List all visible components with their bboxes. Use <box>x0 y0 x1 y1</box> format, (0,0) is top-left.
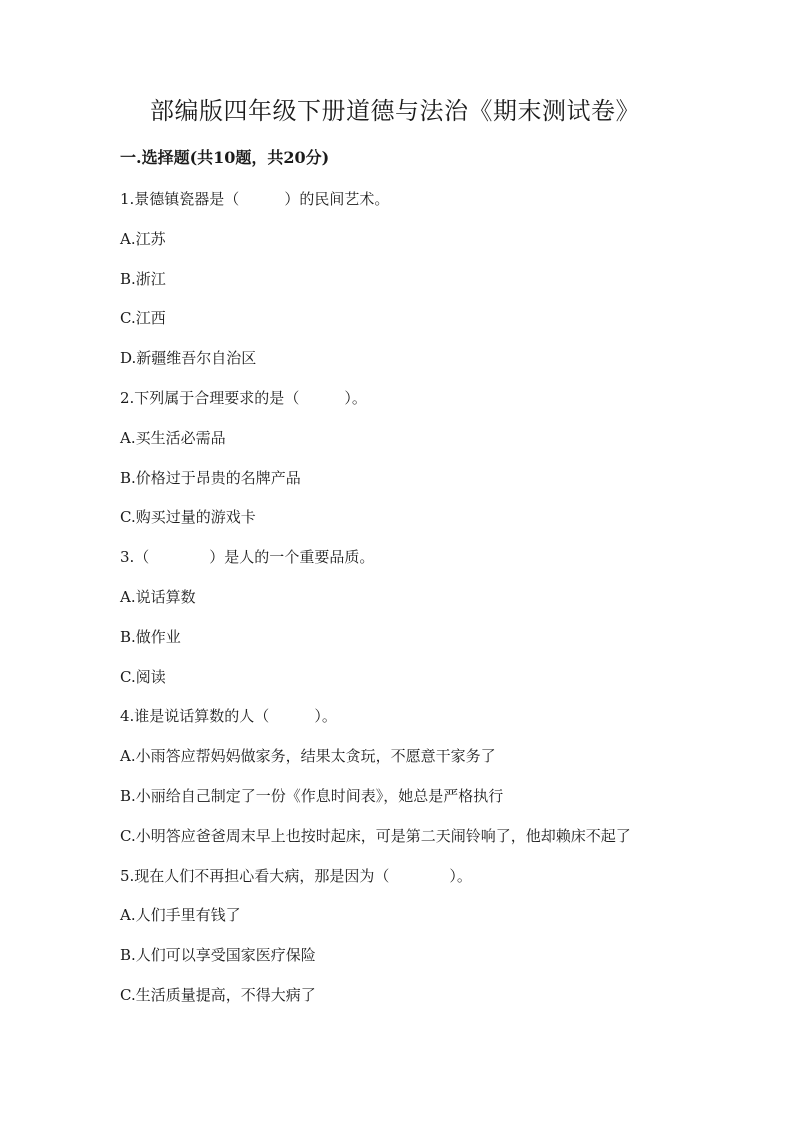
option-b: B.做作业 <box>120 627 181 646</box>
option-c: C.购买过量的游戏卡 <box>120 508 256 527</box>
option-b: B.小丽给自己制定了一份《作息时间表》，她总是严格执行 <box>120 786 504 805</box>
option-c: C.小明答应爸爸周末早上也按时起床，可是第二天闹铃响了，他却赖床不起了 <box>120 826 631 845</box>
question-4 <box>120 706 680 845</box>
option-a: A.说话算数 <box>120 587 196 606</box>
question-stem: 4.谁是说话算数的人（ ）。 <box>120 707 337 726</box>
option-c: C.江西 <box>120 309 166 328</box>
question-5 <box>120 866 680 1005</box>
question-stem: 5.现在人们不再担心看大病，那是因为（ ）。 <box>120 866 472 885</box>
section-heading: 一.选择题(共10题，共20分) <box>120 148 330 167</box>
option-a: A.江苏 <box>120 229 166 248</box>
question-stem: 1.景德镇瓷器是（ ）的民间艺术。 <box>120 190 390 208</box>
option-a: A.小雨答应帮妈妈做家务，结果太贪玩，不愿意干家务了 <box>120 747 496 766</box>
option-a: A.人们手里有钱了 <box>120 906 241 925</box>
question-2 <box>120 388 680 527</box>
option-b: B.价格过于昂贵的名牌产品 <box>120 468 301 487</box>
question-1 <box>120 189 680 368</box>
question-3 <box>120 547 680 686</box>
page-title: 部编版四年级下册道德与法治《期末测试卷》 <box>150 97 640 125</box>
option-b: B.浙江 <box>120 269 166 288</box>
option-a: A.买生活必需品 <box>120 428 226 447</box>
option-c: C.生活质量提高，不得大病了 <box>120 985 316 1004</box>
option-d: D.新疆维吾尔自治区 <box>120 349 257 368</box>
option-c: C.阅读 <box>120 667 166 686</box>
question-stem: 2.下列属于合理要求的是（ ）。 <box>120 388 367 407</box>
option-b: B.人们可以享受国家医疗保险 <box>120 946 316 965</box>
question-stem: 3.（ ）是人的一个重要品质。 <box>120 548 375 567</box>
